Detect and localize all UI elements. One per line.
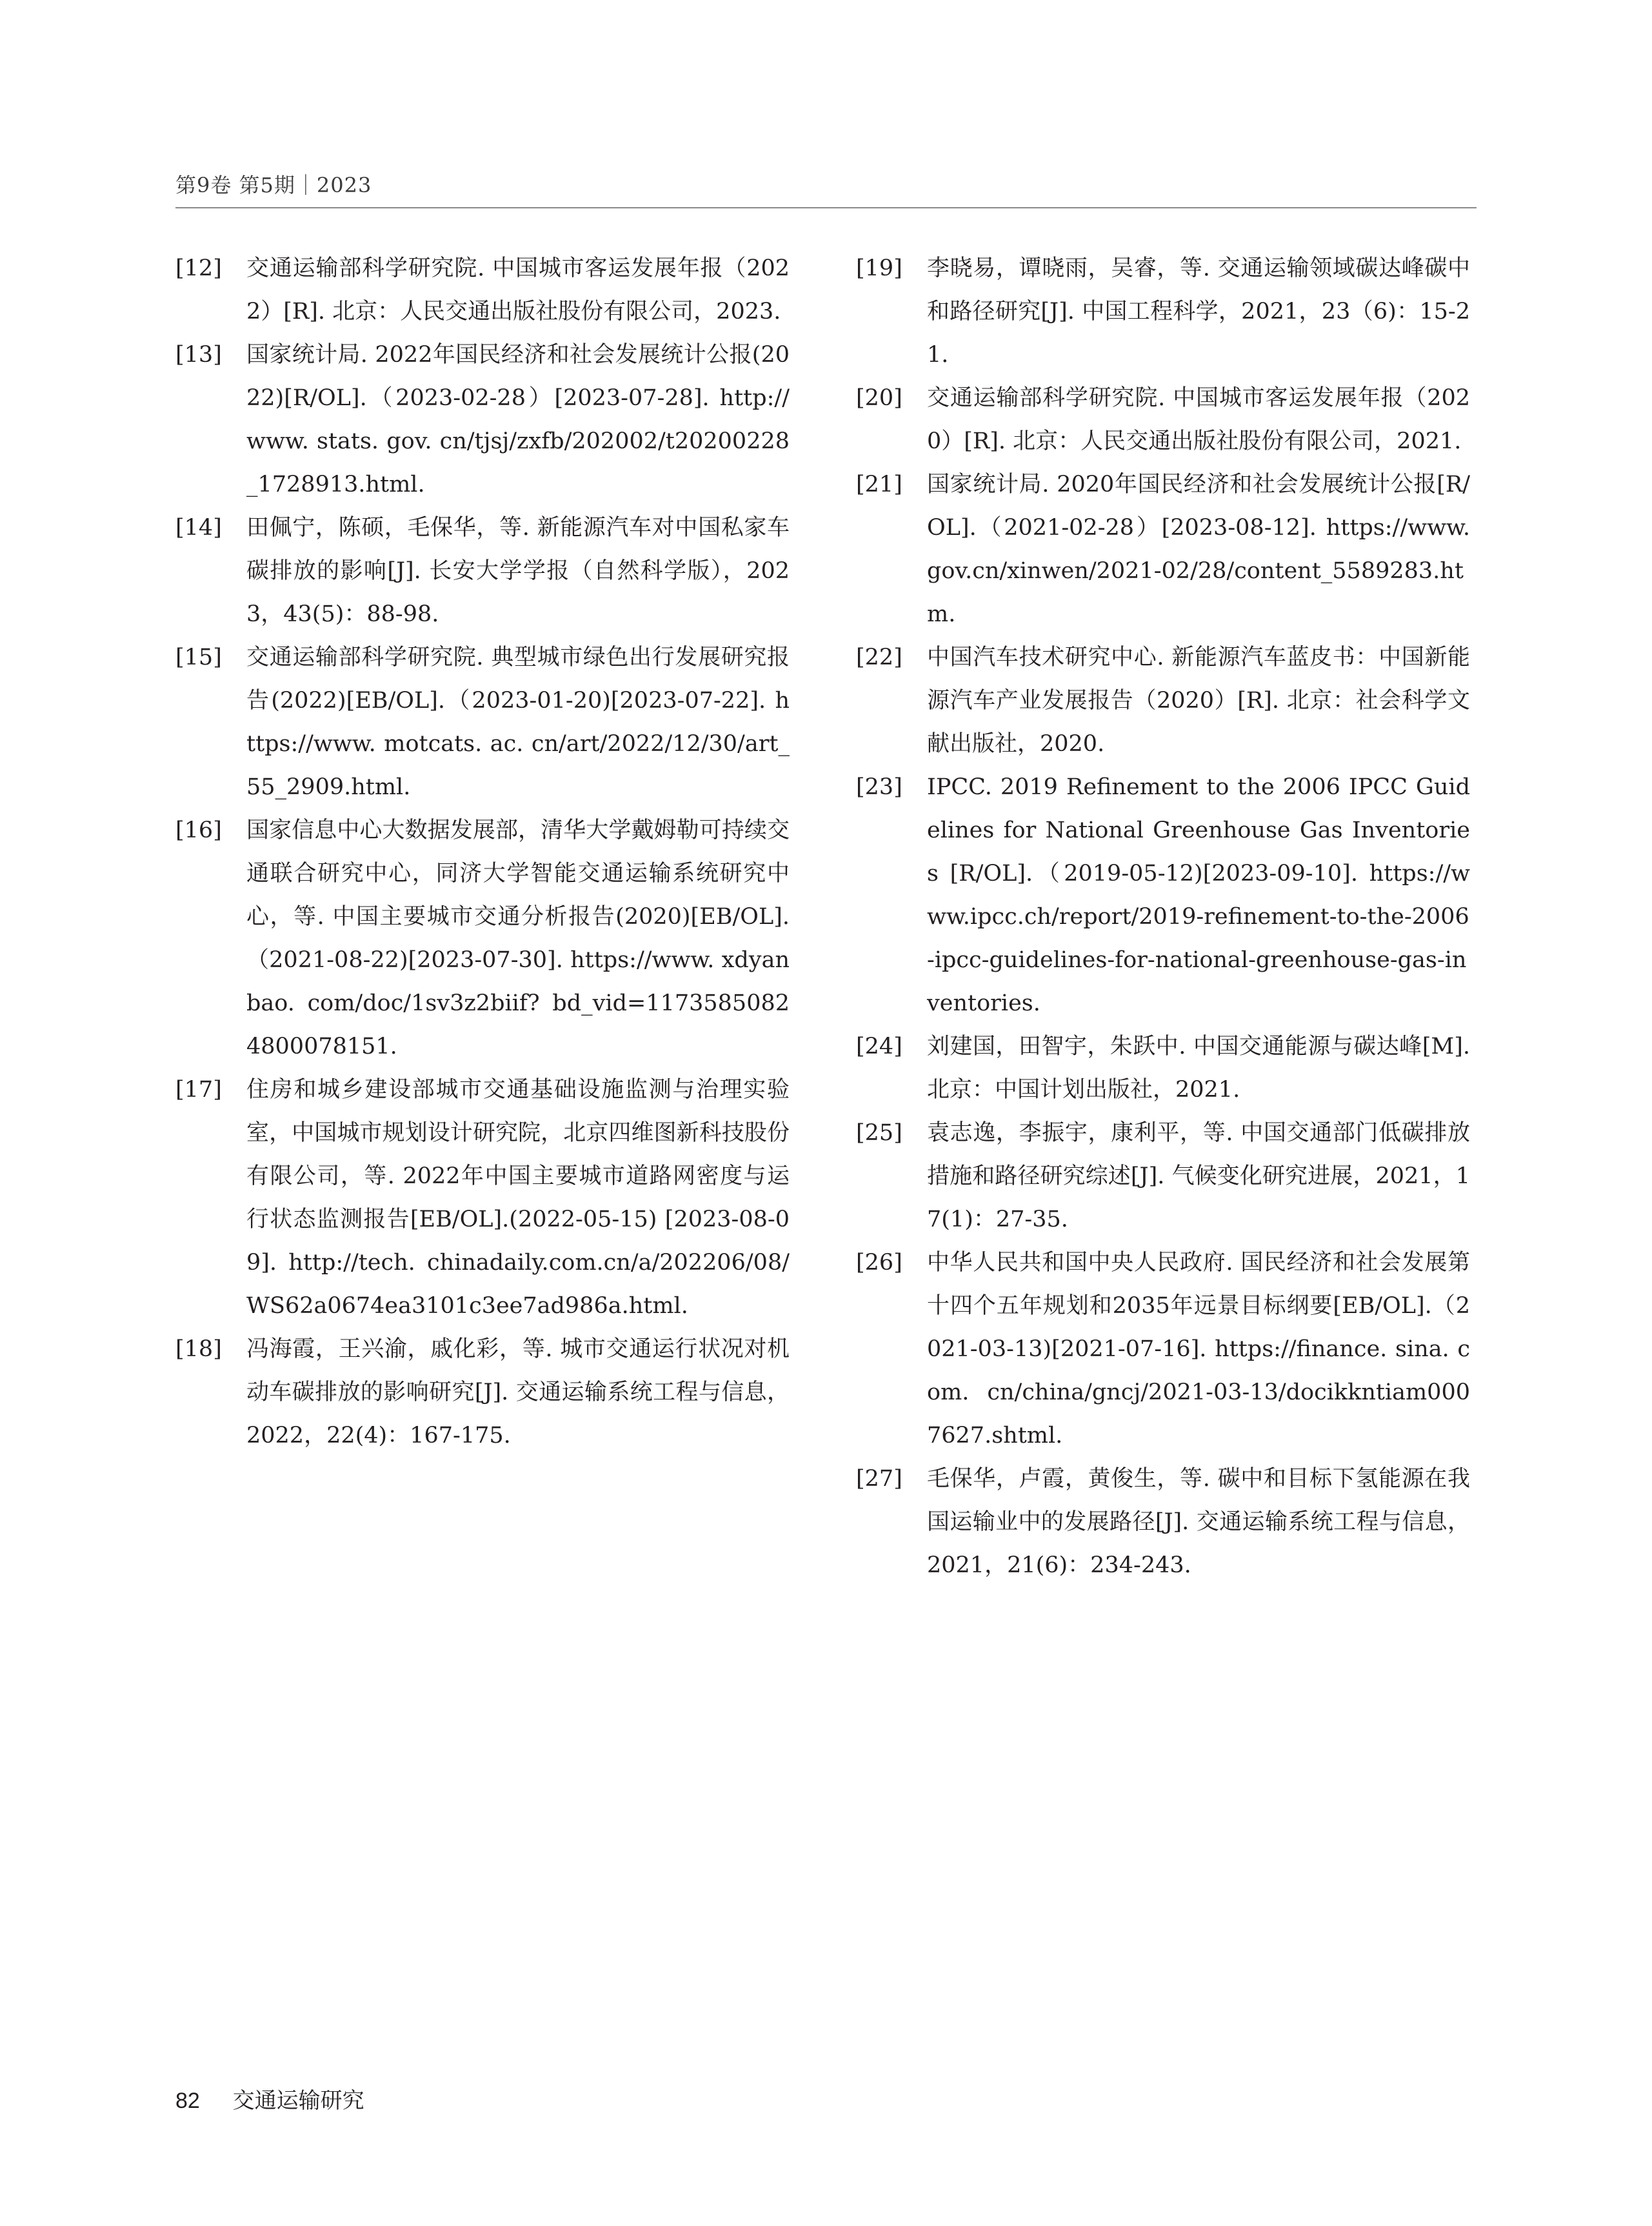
reference-text: 国家信息中心大数据发展部，清华大学戴姆勒可持续交通联合研究中心，同济大学智能交通运输系统研究中心，等. 中国主要城市交通分析报告(2020)[EB/OL].（2021-08-22)[2023-07-30]. https://www. xdyanbao. com/doc/1sv3z2biif? bd_vid=11735850824800078151. xyxy=(246,817,790,1059)
page-footer xyxy=(175,2083,364,2114)
reference-text: 国家统计局. 2022年国民经济和社会发展统计公报(2022)[R/OL].（2023-02-28）[2023-07-28]. http://www. stats. gov. cn/tjsj/zxfb/202002/t20200228_1728913.html. xyxy=(246,342,790,497)
reference-number: [13] xyxy=(175,342,222,368)
reference-item xyxy=(175,636,790,809)
reference-number: [18] xyxy=(175,1336,222,1362)
reference-text: 住房和城乡建设部城市交通基础设施监测与治理实验室，中国城市规划设计研究院，北京四维图新科技股份有限公司，等. 2022年中国主要城市道路网密度与运行状态监测报告[EB/OL].(2022-05-15) [2023-08-09]. http://tech. chinadaily.com.cn/a/202206/08/WS62a0674ea3101c3ee7ad986a.html. xyxy=(246,1077,790,1319)
reference-number: [14] xyxy=(175,515,222,541)
reference-item xyxy=(856,463,1470,636)
reference-text: 袁志逸，李振宇，康利平，等. 中国交通部门低碳排放措施和路径研究综述[J]. 气候变化研究进展，2021，17(1)：27-35. xyxy=(927,1120,1470,1232)
reference-number: [15] xyxy=(175,645,222,670)
journal-name: 交通运输研究 xyxy=(232,2088,364,2114)
reference-number: [23] xyxy=(856,774,902,800)
reference-text: 李晓易，谭晓雨，吴睿，等. 交通运输领域碳达峰碳中和路径研究[J]. 中国工程科学，2021，23（6)：15-21. xyxy=(927,256,1470,368)
reference-text: IPCC. 2019 Refinement to the 2006 IPCC Guidelines for National Greenhouse Gas Inventories [R/OL].（2019-05-12)[2023-09-10]. https://www.ipcc.ch/report/2019-refinement-to-the-2006-ipcc-guidelines-for-national-greenhouse-gas-inventories. xyxy=(927,774,1470,1016)
reference-list-left xyxy=(175,247,790,1458)
reference-text: 毛保华，卢霞，黄俊生，等. 碳中和目标下氢能源在我国运输业中的发展路径[J]. 交通运输系统工程与信息，2021，21(6)：234-243. xyxy=(927,1466,1470,1578)
reference-list-right xyxy=(856,247,1470,1587)
reference-number: [24] xyxy=(856,1034,902,1059)
reference-item xyxy=(856,377,1470,463)
reference-text: 交通运输部科学研究院. 中国城市客运发展年报（2022）[R]. 北京：人民交通出版社股份有限公司，2023. xyxy=(246,256,790,325)
reference-text: 中华人民共和国中央人民政府. 国民经济和社会发展第十四个五年规划和2035年远景目标纲要[EB/OL].（2021-03-13)[2021-07-16]. https://finance. sina. com. cn/china/gncj/2021-03-13/docikkntiam0007627.shtml. xyxy=(927,1250,1470,1449)
reference-item xyxy=(856,1241,1470,1458)
reference-item xyxy=(856,247,1470,377)
page-number: 82 xyxy=(175,2089,200,2113)
reference-item xyxy=(175,247,790,334)
reference-number: [21] xyxy=(856,472,902,497)
reference-number: [12] xyxy=(175,256,222,281)
reference-item xyxy=(856,1458,1470,1587)
reference-text: 国家统计局. 2020年国民经济和社会发展统计公报[R/OL].（2021-02-28）[2023-08-12]. https://www.gov.cn/xinwen/2021-02/28/content_5589283.htm. xyxy=(927,472,1470,627)
header-divider xyxy=(175,207,1477,208)
reference-text: 交通运输部科学研究院. 中国城市客运发展年报（2020）[R]. 北京：人民交通出版社股份有限公司，2021. xyxy=(927,385,1470,454)
reference-item xyxy=(175,1068,790,1328)
reference-text: 刘建国，田智宇，朱跃中. 中国交通能源与碳达峰[M]. 北京：中国计划出版社，2021. xyxy=(927,1034,1470,1103)
reference-item xyxy=(856,766,1470,1025)
running-header: 第9卷 第5期｜2023 xyxy=(175,173,372,197)
reference-item xyxy=(856,1112,1470,1241)
reference-number: [17] xyxy=(175,1077,222,1103)
reference-item xyxy=(856,1025,1470,1112)
reference-number: [26] xyxy=(856,1250,902,1276)
reference-item xyxy=(175,1328,790,1458)
reference-item xyxy=(175,506,790,636)
reference-number: [16] xyxy=(175,817,222,843)
reference-text: 交通运输部科学研究院. 典型城市绿色出行发展研究报告(2022)[EB/OL].（2023-01-20)[2023-07-22]. https://www. motcats. ac. cn/art/2022/12/30/art_55_2909.html. xyxy=(246,645,790,800)
reference-item xyxy=(856,636,1470,766)
reference-item xyxy=(175,334,790,506)
reference-number: [19] xyxy=(856,256,902,281)
reference-number: [20] xyxy=(856,385,902,411)
reference-number: [25] xyxy=(856,1120,902,1146)
reference-text: 冯海霞，王兴渝，戚化彩，等. 城市交通运行状况对机动车碳排放的影响研究[J]. 交通运输系统工程与信息，2022，22(4)：167-175. xyxy=(246,1336,790,1449)
reference-number: [22] xyxy=(856,645,902,670)
reference-text: 田佩宁，陈硕，毛保华，等. 新能源汽车对中国私家车碳排放的影响[J]. 长安大学学报（自然科学版），2023，43(5)：88-98. xyxy=(246,515,790,627)
reference-text: 中国汽车技术研究中心. 新能源汽车蓝皮书：中国新能源汽车产业发展报告（2020）[R]. 北京：社会科学文献出版社，2020. xyxy=(927,645,1470,757)
reference-item xyxy=(175,809,790,1068)
reference-number: [27] xyxy=(856,1466,902,1492)
